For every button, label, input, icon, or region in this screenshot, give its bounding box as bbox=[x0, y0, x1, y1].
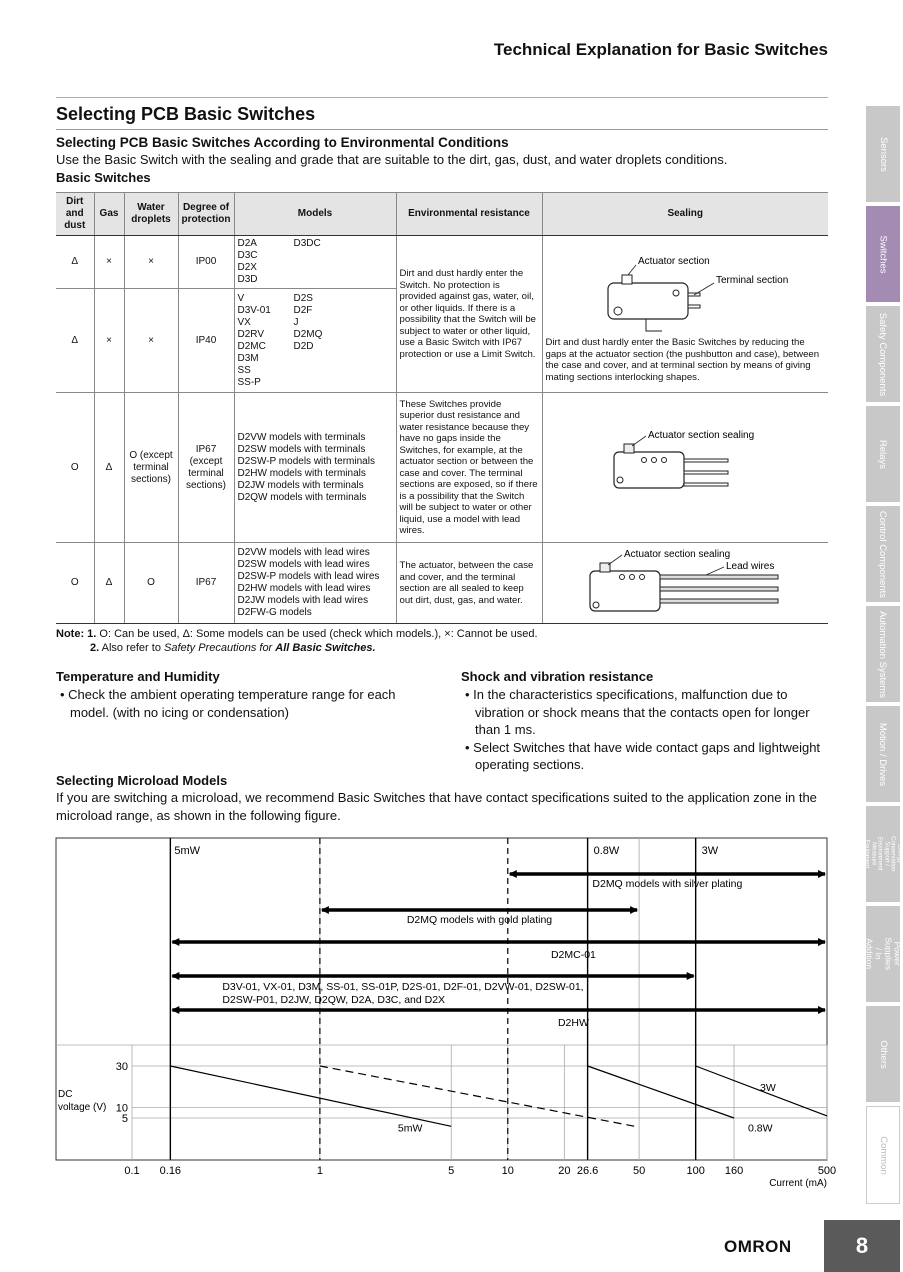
cell-protection: IP40 bbox=[178, 289, 234, 393]
range-label: D2SW-P01, D2JW, D2QW, D2A, D3C, and D2X bbox=[222, 994, 446, 1006]
model-name: D2SW-P models with terminals bbox=[237, 455, 375, 467]
tab-label: Power Supplies / In Addition bbox=[864, 937, 903, 971]
label-actuator-section: Actuator section bbox=[637, 256, 710, 267]
model-name: D2A bbox=[237, 238, 257, 249]
switch-diagram-terminals bbox=[546, 426, 816, 506]
range-label: D2HW bbox=[557, 1017, 589, 1029]
tab-label: Relays bbox=[877, 439, 889, 469]
x-tick-label: 5 bbox=[448, 1165, 455, 1177]
model-name: D2HW models with terminals bbox=[237, 467, 366, 479]
model-name bbox=[294, 365, 393, 377]
tab-sensors[interactable] bbox=[866, 106, 900, 202]
tab-label: Switches bbox=[877, 234, 889, 274]
section-subtitle: Selecting PCB Basic Switches According to Environmental Conditions bbox=[56, 135, 509, 150]
label-lead-wires: Lead wires bbox=[725, 561, 774, 572]
tab-common[interactable] bbox=[866, 1106, 900, 1204]
model-name: SS bbox=[237, 364, 251, 376]
cell-models bbox=[234, 393, 396, 543]
model-name: D2SW models with lead wires bbox=[237, 559, 370, 570]
model-name: D2MC bbox=[237, 340, 266, 352]
model-name: D3C bbox=[237, 250, 258, 261]
model-name: D2QW models with terminals bbox=[237, 491, 367, 503]
y-axis-label-line1: DC bbox=[58, 1089, 73, 1100]
cell-water: O bbox=[124, 543, 178, 624]
note-bold: All Basic Switches. bbox=[275, 642, 376, 654]
table-caption: Basic Switches bbox=[56, 170, 151, 185]
seal-shared-text: Dirt and dust hardly enter the Basic Switches by reducing the gaps at the actuator section (the pushbutton and case), between the case and cover, and at terminal section by means of giving mating sections interlocking shapes. bbox=[545, 337, 820, 383]
microload-chart bbox=[56, 838, 837, 1194]
omron-logo: OMRON bbox=[724, 1237, 792, 1256]
section-intro: Use the Basic Switch with the sealing and grade that are suitable to the dirt, gas, dust, and water droplets conditions. bbox=[56, 152, 728, 167]
label-actuator-sealing: Actuator section sealing bbox=[623, 549, 730, 560]
x-tick-label: 160 bbox=[724, 1165, 744, 1177]
model-name: D2FW-G models bbox=[237, 607, 312, 618]
tab-safety-components[interactable] bbox=[866, 306, 900, 402]
x-tick-label: 500 bbox=[817, 1165, 837, 1177]
range-label: D2MQ models with gold plating bbox=[406, 914, 553, 926]
model-name: V bbox=[237, 292, 245, 304]
temperature-title: Temperature and Humidity bbox=[56, 669, 220, 684]
cell-water: × bbox=[124, 236, 178, 289]
tab-label: Energy Conservation Support / Environment Measure Equipment bbox=[863, 836, 903, 872]
model-name: D2JW models with terminals bbox=[237, 479, 364, 491]
note-label: Note: bbox=[56, 628, 85, 640]
section-divider bbox=[56, 129, 828, 130]
cell-seal bbox=[542, 393, 828, 543]
cell-dirt: O bbox=[56, 543, 94, 624]
model-name: D2S bbox=[293, 292, 313, 304]
tab-label: Safety Components bbox=[877, 312, 889, 396]
cell-water: × bbox=[124, 289, 178, 393]
model-name: D2MQ bbox=[293, 328, 323, 340]
y-tick-label: 10 bbox=[115, 1102, 128, 1115]
x-tick-label: 50 bbox=[632, 1165, 646, 1177]
model-name: VX bbox=[237, 316, 251, 328]
header-divider bbox=[56, 97, 828, 98]
model-name: SS-P bbox=[237, 376, 261, 388]
cell-env-shared: Dirt and dust hardly enter the Switch. No protection is provided against gas, water, oil, or other liquids. If there is a possibility that the Switch will be subject to water or other liquid, use a Basic Switch with IP67 protection or use a Limit Switch. bbox=[396, 236, 542, 393]
tab-relays[interactable] bbox=[866, 406, 900, 502]
tab-energy-conservation-support-environment-measure-equipment[interactable] bbox=[863, 806, 903, 902]
cell-protection: IP67 bbox=[178, 543, 234, 624]
microload-text: If you are switching a microload, we recommend Basic Switches that have contact specifications suited to the application zone in the microload range, as shown in the following figure. bbox=[56, 790, 817, 823]
y-axis-label-line2: voltage (V) bbox=[58, 1102, 107, 1113]
table-row bbox=[56, 543, 828, 624]
table-row bbox=[56, 393, 828, 543]
note-text: Also refer to bbox=[101, 642, 164, 654]
tab-switches[interactable] bbox=[866, 206, 900, 302]
model-name: D2JW models with lead wires bbox=[237, 595, 369, 606]
shock-title: Shock and vibration resistance bbox=[461, 669, 654, 684]
list-item: • Select Switches that have wide contact gaps and lightweight operating sections. bbox=[465, 739, 821, 773]
temperature-list bbox=[58, 686, 428, 721]
model-name: D2VW models with terminals bbox=[237, 431, 366, 443]
note-2 bbox=[90, 642, 376, 654]
table-header-row bbox=[56, 193, 828, 236]
cell-protection: IP00 bbox=[178, 236, 234, 289]
th-models: Models bbox=[234, 193, 396, 236]
power-label: 0.8W bbox=[593, 845, 620, 857]
cell-water: O (except terminal sections) bbox=[124, 393, 178, 543]
range-label: D3V-01, VX-01, D3M, SS-01, SS-01P, D2S-01, D2F-01, D2VW-01, D2SW-01, bbox=[222, 981, 584, 993]
list-item: • In the characteristics specifications, malfunction due to vibration or shock means that the contacts open for longer than 1 ms. bbox=[465, 687, 810, 738]
x-tick-label: 0.16 bbox=[159, 1165, 182, 1177]
cell-env: These Switches provide superior dust resistance and water resistance because they have no gaps inside the Switches, for example, at the actuator section or between the case and cover. The terminal sections are exposed, so if there is a possibility that the Switch will be subject to water or other liquid, use a model with lead wires. bbox=[396, 393, 542, 543]
power-label: 5mW bbox=[174, 845, 201, 857]
curve-label: 0.8W bbox=[748, 1122, 773, 1135]
tab-label: Automation Systems bbox=[877, 610, 889, 698]
cell-protection: IP67 (except terminal sections) bbox=[178, 393, 234, 543]
curve-label: 3W bbox=[760, 1081, 776, 1094]
model-name: D3DC bbox=[293, 238, 321, 249]
power-label: 3W bbox=[701, 845, 719, 857]
switch-diagram-leadwires bbox=[546, 545, 816, 617]
model-name bbox=[294, 274, 393, 286]
note-1 bbox=[56, 628, 538, 640]
tab-power-supplies-in-addition[interactable] bbox=[864, 906, 903, 1002]
x-tick-label: 0.1 bbox=[124, 1165, 140, 1177]
cell-gas: Δ bbox=[94, 543, 124, 624]
note-number: 1. bbox=[87, 628, 97, 640]
x-tick-label: 10 bbox=[501, 1165, 514, 1177]
basic-switches-table bbox=[56, 192, 828, 624]
range-label: D2MC-01 bbox=[550, 949, 596, 961]
model-name bbox=[294, 250, 393, 262]
model-name bbox=[294, 377, 393, 389]
cell-gas: × bbox=[94, 236, 124, 289]
x-tick-label: 1 bbox=[316, 1165, 323, 1177]
cell-dirt: Δ bbox=[56, 236, 94, 289]
x-axis-label: Current (mA) bbox=[769, 1178, 827, 1189]
cell-models bbox=[234, 236, 396, 289]
curve-label: 5mW bbox=[397, 1122, 423, 1135]
cell-seal bbox=[542, 543, 828, 624]
tab-label: Motion / Drives bbox=[877, 722, 889, 786]
tab-label: Control Components bbox=[877, 510, 889, 598]
note-italic: Safety Precautions for bbox=[164, 642, 276, 654]
cell-gas: × bbox=[94, 289, 124, 393]
model-name: D2SW-P models with lead wires bbox=[237, 571, 380, 582]
th-protection: Degree of protection bbox=[178, 193, 234, 236]
cell-dirt: O bbox=[56, 393, 94, 543]
model-name: D2F bbox=[293, 304, 313, 316]
cell-models bbox=[234, 289, 396, 393]
page-number: 8 bbox=[824, 1220, 900, 1272]
model-name: D3D bbox=[237, 274, 258, 285]
th-water: Water droplets bbox=[124, 193, 178, 236]
note-text: O: Can be used, Δ: Some models can be used (check which models.), ×: Cannot be used. bbox=[99, 628, 538, 640]
cell-seal-shared bbox=[542, 236, 828, 393]
model-name: D2X bbox=[237, 262, 257, 273]
tab-label: Sensors bbox=[877, 136, 889, 172]
model-name: D3V-01 bbox=[237, 304, 271, 316]
label-terminal-section: Terminal section bbox=[715, 275, 788, 286]
model-name: J bbox=[293, 316, 299, 328]
range-label: D2MQ models with silver plating bbox=[592, 878, 743, 890]
th-dirt: Dirt and dust bbox=[56, 193, 94, 236]
model-name: D2HW models with lead wires bbox=[237, 583, 371, 594]
tab-automation-systems[interactable] bbox=[866, 606, 900, 702]
label-actuator-sealing: Actuator section sealing bbox=[647, 429, 754, 441]
document-header-title: Technical Explanation for Basic Switches bbox=[493, 40, 828, 59]
list-item: • Check the ambient operating temperature range for each model. (with no icing or condensation) bbox=[60, 687, 396, 720]
tab-control-components[interactable] bbox=[866, 506, 900, 602]
cell-models bbox=[234, 543, 396, 624]
tab-label: Others bbox=[877, 1039, 889, 1069]
tab-label: Common bbox=[877, 1135, 889, 1175]
section-title: Selecting PCB Basic Switches bbox=[56, 104, 316, 124]
model-name bbox=[294, 262, 393, 274]
model-name: D3M bbox=[237, 352, 259, 364]
cell-dirt: Δ bbox=[56, 289, 94, 393]
switch-diagram-basic bbox=[546, 245, 816, 333]
x-tick-label: 26.6 bbox=[576, 1165, 599, 1177]
tab-others[interactable] bbox=[866, 1006, 900, 1102]
table-row bbox=[56, 236, 828, 289]
cell-gas: Δ bbox=[94, 393, 124, 543]
model-name bbox=[294, 353, 393, 365]
model-name: D2SW models with terminals bbox=[237, 443, 366, 455]
th-gas: Gas bbox=[94, 193, 124, 236]
note-number: 2. bbox=[90, 642, 100, 654]
microload-title: Selecting Microload Models bbox=[56, 773, 228, 788]
model-name: D2D bbox=[293, 340, 314, 352]
x-tick-label: 20 bbox=[558, 1165, 571, 1177]
th-sealing: Sealing bbox=[542, 193, 828, 236]
th-env: Environmental resistance bbox=[396, 193, 542, 236]
tab-motion-drives[interactable] bbox=[866, 706, 900, 802]
model-name: D2RV bbox=[237, 328, 264, 340]
x-tick-label: 100 bbox=[686, 1165, 705, 1177]
shock-list bbox=[463, 686, 831, 774]
y-tick-label: 5 bbox=[121, 1113, 128, 1125]
cell-env: The actuator, between the case and cover, and the terminal section are all sealed to keep out dirt, dust, gas, and water. bbox=[396, 543, 542, 624]
y-tick-label: 30 bbox=[115, 1061, 128, 1073]
model-name: D2VW models with lead wires bbox=[237, 547, 370, 558]
